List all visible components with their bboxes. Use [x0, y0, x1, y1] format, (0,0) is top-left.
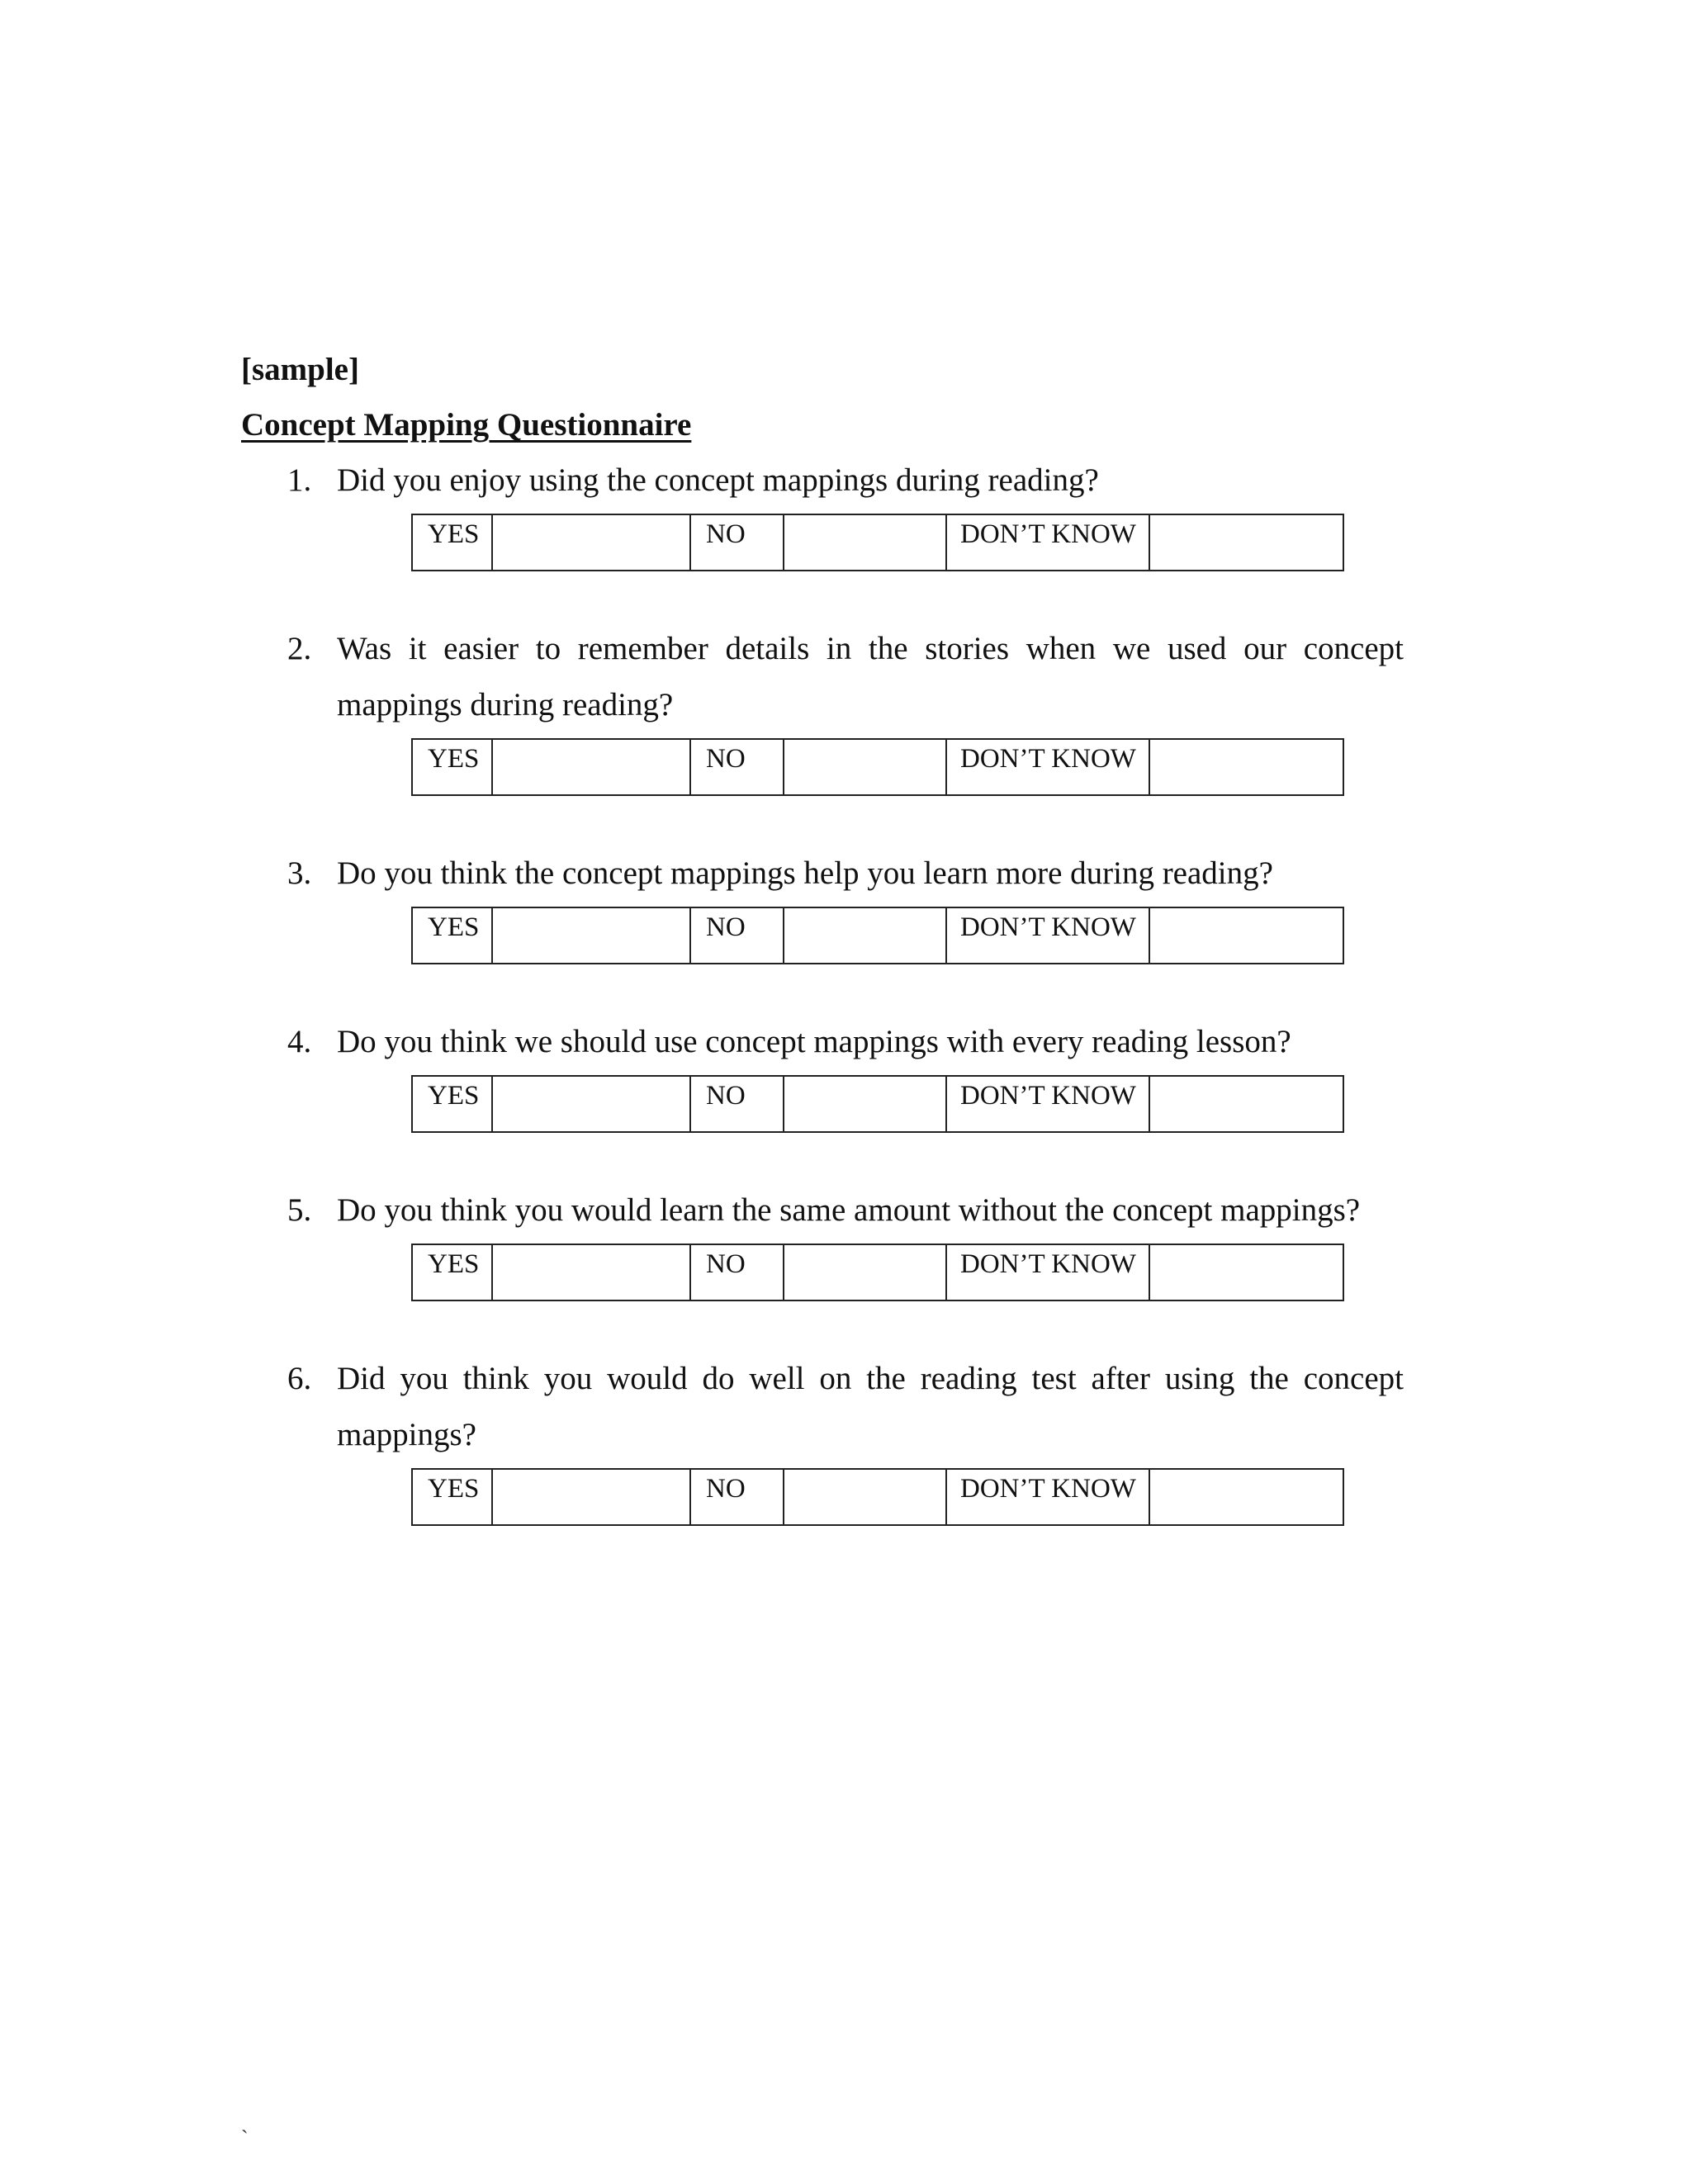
answer-table-4	[411, 1075, 1344, 1133]
yes-answer-box[interactable]	[492, 907, 690, 964]
yes-label: YES	[412, 1244, 492, 1300]
question-number: 3.	[287, 855, 312, 891]
no-label: NO	[690, 1244, 784, 1300]
question-number: 6.	[287, 1361, 312, 1396]
answer-table-6	[411, 1468, 1344, 1526]
dont-know-label: DON’T KNOW	[946, 1469, 1149, 1525]
yes-label: YES	[412, 1076, 492, 1132]
question-number: 1.	[287, 462, 312, 498]
question-number: 5.	[287, 1192, 312, 1228]
answer-table-5	[411, 1244, 1344, 1301]
yes-label: YES	[412, 1469, 492, 1525]
sample-tag: [sample]	[241, 352, 359, 387]
yes-answer-box[interactable]	[492, 1469, 690, 1525]
no-label: NO	[690, 1469, 784, 1525]
no-answer-box[interactable]	[784, 1076, 946, 1132]
page-title: Concept Mapping Questionnaire	[241, 407, 692, 443]
yes-label: YES	[412, 907, 492, 964]
dont-know-label: DON’T KNOW	[946, 1244, 1149, 1300]
answer-table-1	[411, 514, 1344, 571]
yes-answer-box[interactable]	[492, 1244, 690, 1300]
no-answer-box[interactable]	[784, 1244, 946, 1300]
dont-know-answer-box[interactable]	[1149, 907, 1343, 964]
question-text: Do you think you would learn the same amount without the concept mappings?	[337, 1192, 1361, 1228]
no-answer-box[interactable]	[784, 739, 946, 795]
question-number: 2.	[287, 631, 312, 666]
answer-table-2	[411, 738, 1344, 796]
stray-mark: `	[241, 2126, 249, 2150]
no-label: NO	[690, 514, 784, 571]
question-text: Did you think you would do well on the reading test after using the concept mappings?	[337, 1361, 1404, 1452]
question-text: Do you think the concept mappings help you learn more during reading?	[337, 855, 1273, 891]
no-answer-box[interactable]	[784, 514, 946, 571]
dont-know-answer-box[interactable]	[1149, 1244, 1343, 1300]
dont-know-answer-box[interactable]	[1149, 514, 1343, 571]
no-label: NO	[690, 739, 784, 795]
no-answer-box[interactable]	[784, 907, 946, 964]
yes-answer-box[interactable]	[492, 739, 690, 795]
no-label: NO	[690, 907, 784, 964]
yes-label: YES	[412, 514, 492, 571]
yes-answer-box[interactable]	[492, 1076, 690, 1132]
dont-know-answer-box[interactable]	[1149, 739, 1343, 795]
yes-label: YES	[412, 739, 492, 795]
question-number: 4.	[287, 1024, 312, 1059]
dont-know-label: DON’T KNOW	[946, 1076, 1149, 1132]
dont-know-label: DON’T KNOW	[946, 739, 1149, 795]
answer-table-3	[411, 907, 1344, 964]
dont-know-label: DON’T KNOW	[946, 907, 1149, 964]
question-text: Do you think we should use concept mappings with every reading lesson?	[337, 1024, 1291, 1059]
dont-know-label: DON’T KNOW	[946, 514, 1149, 571]
dont-know-answer-box[interactable]	[1149, 1076, 1343, 1132]
question-text: Did you enjoy using the concept mappings during reading?	[337, 462, 1099, 498]
no-answer-box[interactable]	[784, 1469, 946, 1525]
dont-know-answer-box[interactable]	[1149, 1469, 1343, 1525]
question-text: Was it easier to remember details in the stories when we used our concept mappings during reading?	[337, 631, 1404, 722]
no-label: NO	[690, 1076, 784, 1132]
yes-answer-box[interactable]	[492, 514, 690, 571]
